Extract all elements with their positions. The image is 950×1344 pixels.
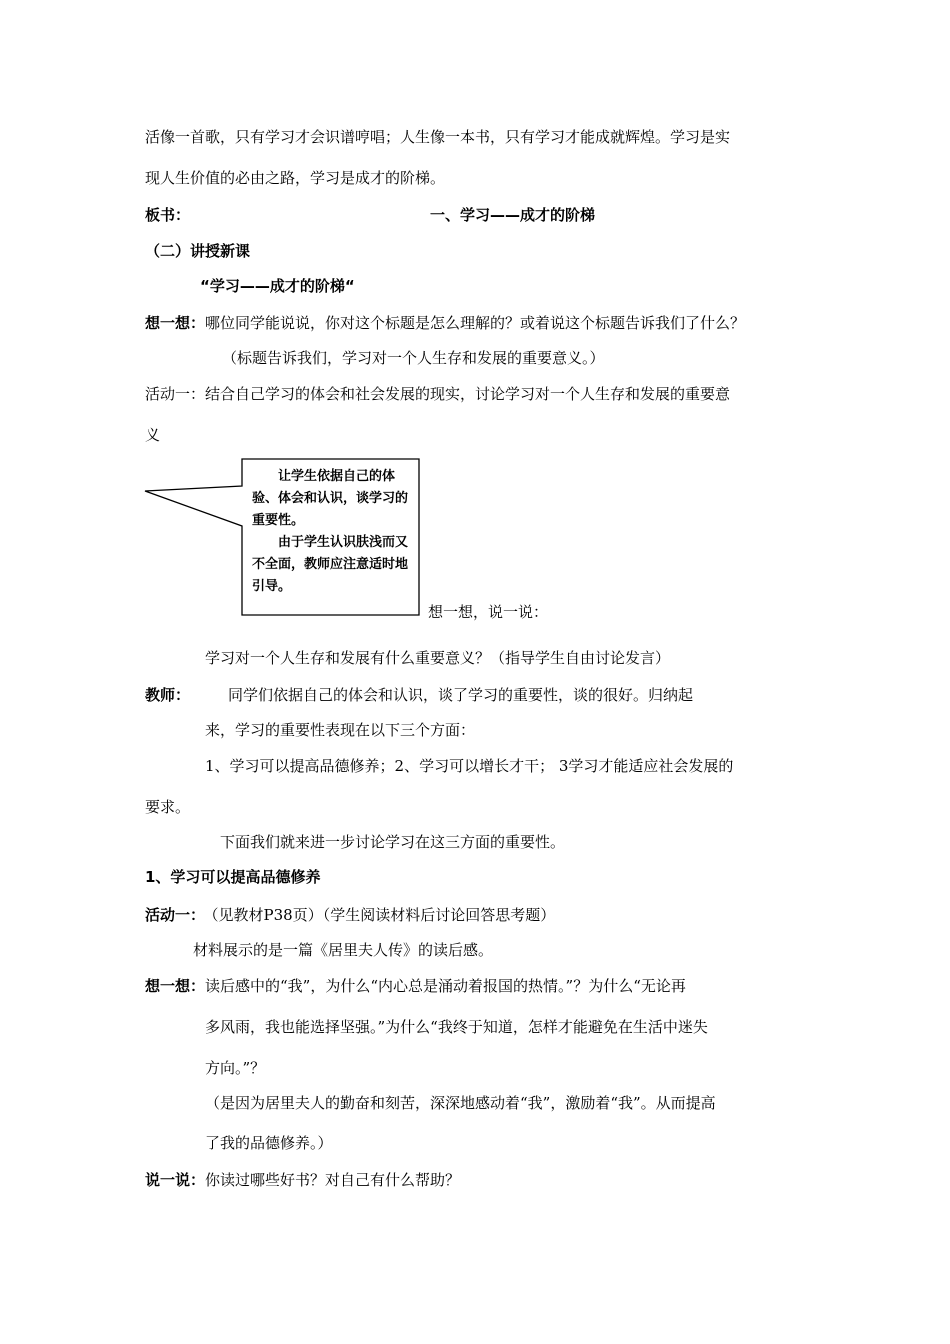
answer-line: 了我的品德修养。） (205, 1134, 333, 1152)
think-text: 哪位同学能说说，你对这个标题是怎么理解的？或着说这个标题告诉我们了什么？ (205, 314, 746, 332)
say-label: 说一说： (145, 1171, 206, 1189)
callout-paragraph: 让学生依据自己的体验、体会和认识，谈学习的重要性。 (252, 469, 409, 528)
think-text: 读后感中的“我”，为什么“内心总是涌动着报国的热情。”？为什么“无论再 (205, 977, 686, 995)
section-heading: 1、学习可以提高品德修养 (145, 868, 321, 886)
activity-line: 义 (145, 426, 161, 444)
text-line: 1、学习可以提高品德修养；2、学习可以增长才干； 3学习才能适应社会发展的 (205, 757, 734, 775)
text-line: 多风雨，我也能选择坚强。”为什么“我终于知道，怎样才能避免在生活中迷失 (205, 1018, 708, 1036)
callout-text (252, 466, 420, 598)
think-label: 想一想： (145, 314, 206, 332)
board-label: 板书： (145, 206, 191, 224)
answer-line: （标题告诉我们，学习对一个人生存和发展的重要意义。） (222, 349, 605, 367)
text-line: 材料展示的是一篇《居里夫人传》的读后感。 (193, 941, 494, 959)
say-text: 你读过哪些好书？对自己有什么帮助？ (205, 1171, 461, 1189)
teacher-text: 同学们依据自己的体会和认识，谈了学习的重要性，谈的很好。归纳起 (228, 686, 694, 704)
activity-line (145, 905, 555, 925)
section-heading: （二）讲授新课 (145, 242, 251, 260)
topic-title: “学习——成才的阶梯“ (200, 277, 355, 295)
text-line: 现人生价值的必由之路，学习是成才的阶梯。 (145, 169, 446, 187)
callout-paragraph: 由于学生认识肤浅而又不全面，教师应注意适时地引导。 (252, 535, 409, 594)
think-line (145, 313, 745, 333)
callout-box (144, 458, 424, 618)
activity-label: 活动一： (145, 906, 206, 924)
text-line: 想一想，说一说： (428, 603, 549, 621)
activity-line: 活动一：结合自己学习的体会和社会发展的现实，讨论学习对一个人生存和发展的重要意 (145, 385, 731, 403)
teacher-label: 教师： (145, 686, 191, 704)
activity-text: （见教材P38页）（学生阅读材料后讨论回答思考题） (211, 906, 556, 924)
text-line: 来，学习的重要性表现在以下三个方面： (205, 721, 476, 739)
question-line: 学习对一个人生存和发展有什么重要意义？（指导学生自由讨论发言） (205, 649, 671, 667)
answer-line: （是因为居里夫人的勤奋和刻苦，深深地感动着“我”，激励着“我”。从而提高 (205, 1094, 716, 1112)
text-line: 活像一首歌，只有学习才会识谱哼唱；人生像一本书，只有学习才能成就辉煌。学习是实 (145, 128, 731, 146)
say-line (145, 1170, 460, 1190)
board-title: 一、学习——成才的阶梯 (430, 206, 596, 224)
text-line: 下面我们就来进一步讨论学习在这三方面的重要性。 (220, 833, 566, 851)
text-line: 方向。”？ (205, 1059, 266, 1077)
think-line (145, 976, 686, 996)
text-line: 要求。 (145, 798, 191, 816)
think-label: 想一想： (145, 977, 206, 995)
